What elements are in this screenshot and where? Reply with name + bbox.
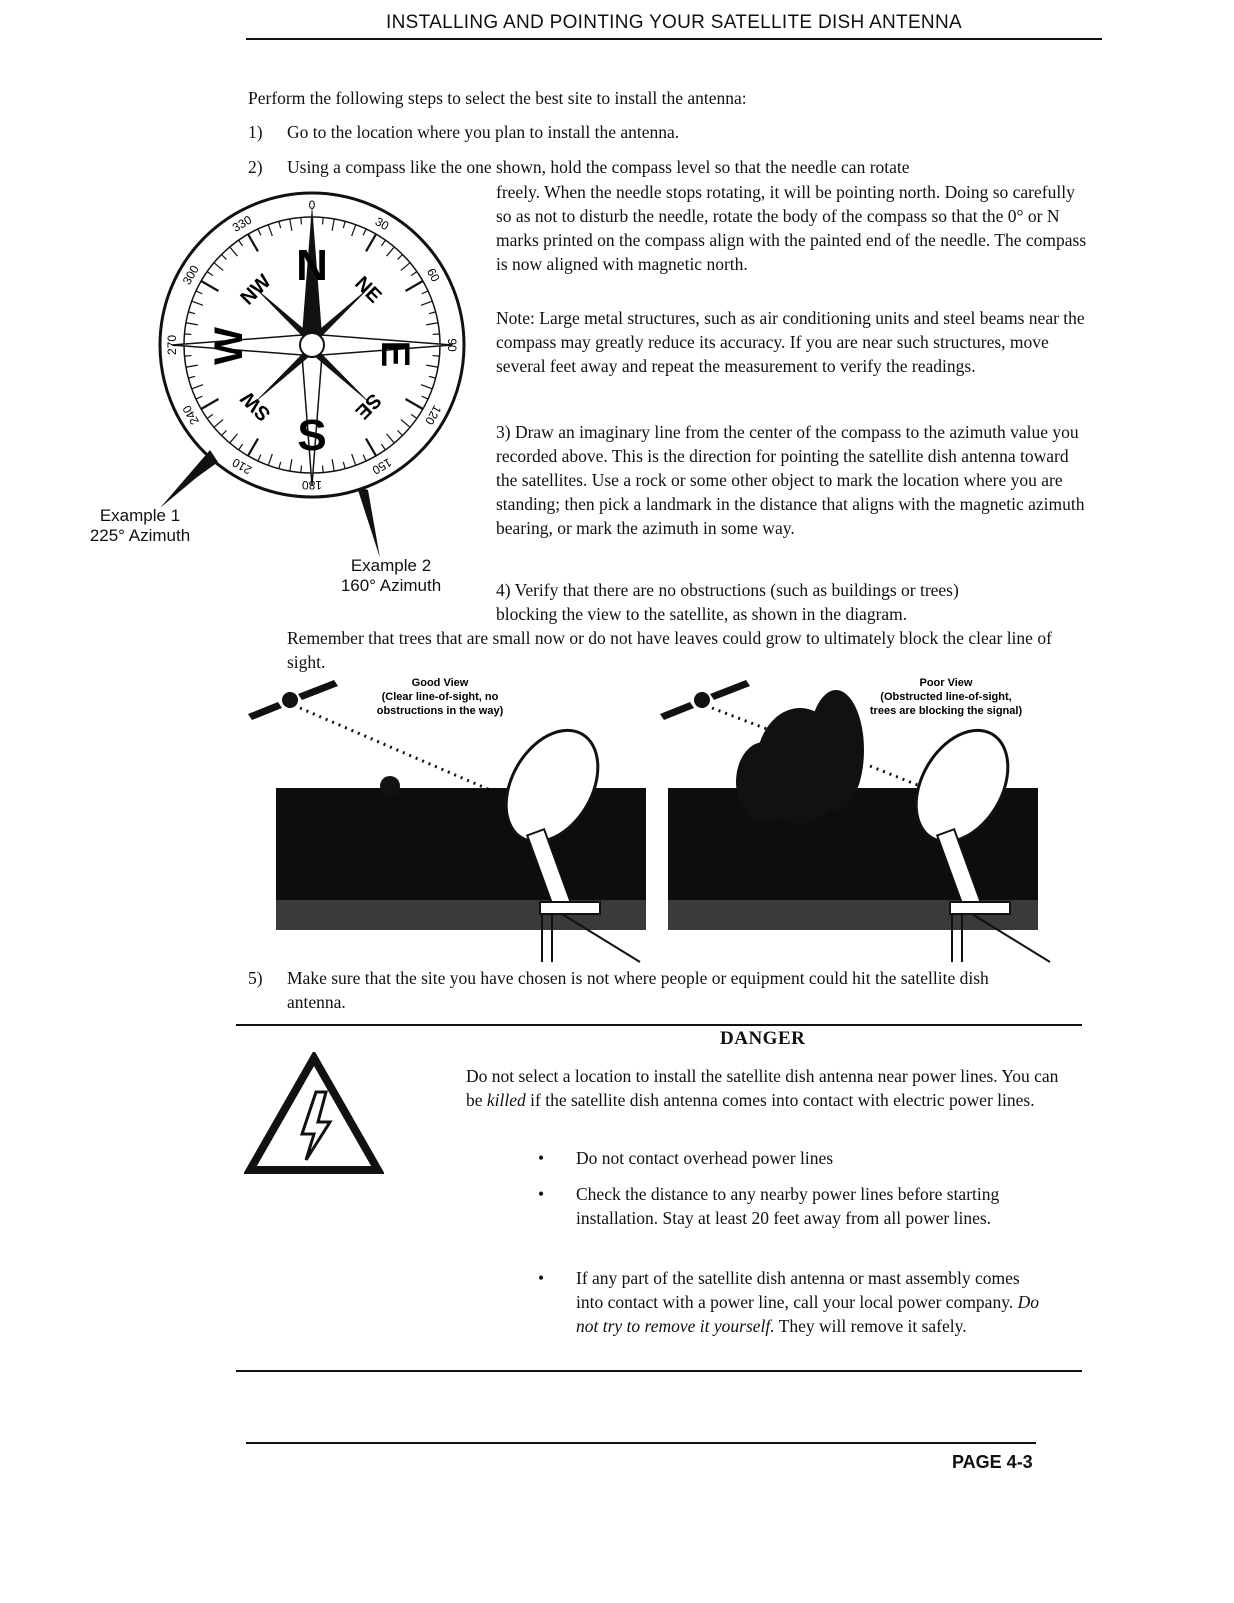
compass-tick: [343, 221, 345, 228]
compass-tick: [230, 434, 238, 443]
electrical-hazard-icon: [244, 1052, 384, 1176]
compass-tick: [230, 247, 238, 256]
compass-tick: [398, 254, 403, 259]
compass-tick: [188, 312, 195, 314]
compass-letter-e: E: [373, 340, 417, 368]
page-header-title: INSTALLING AND POINTING YOUR SATELLITE DISH ANTENNA: [386, 12, 962, 33]
compass-tick: [239, 240, 243, 246]
compass-tick: [184, 334, 191, 335]
compass-tick: [214, 420, 223, 428]
compass-tick: [188, 376, 195, 378]
step-1-number: 1): [248, 122, 263, 142]
example-2-label: [326, 556, 456, 596]
compass-tick: [192, 385, 203, 389]
compass-tick: [207, 272, 213, 276]
compass-tick: [429, 376, 436, 378]
step-2-first-line: Using a compass like the one shown, hold the compass level so that the needle can rotate: [287, 157, 910, 177]
compass-tick: [433, 356, 440, 357]
compass-degree-label: 180: [301, 478, 323, 492]
compass-tick: [258, 229, 261, 235]
compass-degree-label: 30: [372, 214, 392, 234]
compass-tick: [323, 217, 324, 224]
compass-degree-label: 60: [423, 265, 443, 285]
satellite-icon-good: [248, 680, 338, 720]
compass-tick: [422, 291, 428, 294]
header-rule: [246, 38, 1102, 40]
compass-tick: [192, 301, 203, 305]
step-2-continued: freely. When the needle stops rotating, it will be pointing north. Doing so carefully so as not to disturb the needle, rotate the body of the compass so that the 0° or N marks printed on the compass align with the painted end of the needle. The compass is now aligned with magnetic north.: [496, 182, 1087, 274]
compass-tick: [401, 420, 410, 428]
footer-rule: [246, 1442, 1036, 1444]
satellite-icon-poor: [660, 680, 750, 720]
example-1-label: [80, 506, 200, 546]
poor-view-title: Poor View: [919, 677, 973, 689]
compass-tick: [279, 462, 281, 469]
compass-tick: [279, 221, 281, 228]
step-4-first: 4) Verify that there are no obstructions (such as buildings or trees): [496, 580, 959, 600]
compass-tick: [366, 234, 376, 251]
compass-letter-n: N: [296, 241, 328, 290]
compass-tick: [421, 301, 432, 305]
compass-tick: [268, 454, 272, 465]
danger-bullet-2: Check the distance to any nearby power lines before starting installation. Stay at least 20 feet away from all power lines.: [576, 1184, 1000, 1228]
compass-letter-w: W: [207, 327, 251, 365]
bullet-marker: •: [538, 1184, 545, 1204]
bullet-marker: •: [538, 1148, 545, 1168]
compass-label-nw: NW: [236, 270, 276, 310]
compass-degree-label: 120: [422, 402, 445, 428]
danger-bullet-3-pre: If any part of the satellite dish antenna or mast assembly comes into contact with a power line, call your local power company.: [576, 1268, 1020, 1312]
compass-tick: [268, 225, 272, 236]
compass-label-ne: NE: [350, 272, 386, 308]
compass-tick: [196, 396, 202, 399]
compass-tick: [323, 466, 324, 473]
compass-tick: [201, 281, 218, 291]
example-2-title: Example 2: [350, 556, 432, 575]
danger-body-pre: Do not select a location to install the satellite dish antenna near power lines. You can be: [466, 1066, 1059, 1110]
compass-tick: [184, 356, 191, 357]
small-tree-good: [380, 776, 400, 796]
compass-tick: [214, 263, 223, 271]
example-1-value: 225° Azimuth: [89, 526, 191, 545]
compass-degree-label: 150: [369, 455, 395, 478]
poor-view-panel: [660, 677, 1050, 962]
step-2-number: 2): [248, 157, 263, 177]
compass-tick: [248, 234, 258, 251]
danger-bullet-3-post: They will remove it safely.: [774, 1316, 967, 1336]
compass-degree-label: 210: [229, 455, 255, 478]
good-view-line1: (Clear line-of-sight, no: [381, 691, 499, 703]
poor-view-line1: (Obstructed line-of-sight,: [880, 691, 1012, 703]
compass-tick: [429, 312, 436, 314]
danger-body: [466, 1064, 1066, 1112]
compass-tick: [398, 431, 403, 436]
example-2-value: 160° Azimuth: [340, 576, 442, 595]
intro-text: Perform the following steps to select the best site to install the antenna:: [248, 88, 747, 108]
compass-degree-label: 300: [179, 262, 202, 288]
step-3-text: 3) Draw an imaginary line from the center of the compass to the azimuth value you recorded above. This is the direction for pointing the satellite dish antenna toward the satellites. Use a rock or some other object to mark the location where you are standing; then pick a landmark in the distance that aligns with the magnetic azimuth bearing, or mark the azimuth in some way.: [496, 422, 1085, 538]
step-4-second: blocking the view to the satellite, as shown in the diagram.: [496, 604, 908, 624]
compass-tick: [239, 444, 243, 450]
compass-tick: [201, 399, 218, 409]
danger-bottom-rule: [236, 1370, 1082, 1372]
danger-body-post: if the satellite dish antenna comes into contact with electric power lines.: [525, 1090, 1035, 1110]
compass-tick: [366, 439, 376, 456]
compass-degree-label: 330: [229, 212, 255, 235]
compass-tick: [207, 414, 213, 418]
example-2-arrow: [358, 488, 380, 558]
compass-tick: [290, 459, 292, 471]
compass-tick: [381, 240, 385, 246]
compass-tick: [196, 291, 202, 294]
compass-tick: [258, 455, 261, 461]
compass-tick: [332, 219, 334, 231]
signal-line-poor: [870, 766, 920, 786]
compass-tick: [301, 217, 302, 224]
compass-tick: [343, 462, 345, 469]
compass-tick: [332, 459, 334, 471]
step-4-remember: Remember that trees that are small now or do not have leaves could grow to ultimately block the clear line of sight.: [287, 628, 1052, 672]
compass-note: Note: Large metal structures, such as air conditioning units and steel beams near the compass may greatly reduce its accuracy. If you are near such structures, move several feet away and repeat the measurement to verify the readings.: [496, 308, 1085, 376]
step-1-text: Go to the location where you plan to install the antenna.: [287, 122, 680, 142]
compass-tick: [301, 466, 302, 473]
compass-tick: [401, 263, 410, 271]
compass-tick: [426, 323, 438, 325]
compass-tick: [352, 225, 356, 236]
compass-tick: [352, 454, 356, 465]
compass-letter-s: S: [297, 411, 327, 460]
trees-obstruction: [736, 690, 864, 824]
compass-tick: [421, 385, 432, 389]
compass-tick: [426, 365, 438, 367]
good-view-line2: obstructions in the way): [376, 705, 504, 717]
example-1-title: Example 1: [99, 506, 181, 525]
compass-degree-label: 240: [179, 402, 202, 428]
bullet-marker: •: [538, 1268, 545, 1288]
compass-tick: [186, 323, 198, 325]
compass-tick: [290, 219, 292, 231]
danger-top-rule: [236, 1024, 1082, 1026]
compass-tick: [221, 254, 226, 259]
compass-tick: [186, 365, 198, 367]
compass-tick: [221, 431, 226, 436]
danger-body-emphasis: killed: [486, 1090, 526, 1110]
page-number: PAGE 4-3: [952, 1452, 1033, 1472]
step-5-text: Make sure that the site you have chosen is not where people or equipment could hit the satellite dish antenna.: [287, 968, 989, 1012]
compass-tick: [411, 414, 417, 418]
compass-tick: [406, 399, 423, 409]
compass-tick: [248, 439, 258, 456]
compass-tick: [387, 434, 395, 443]
line-of-sight-diagram: [240, 670, 1080, 970]
compass-tick: [381, 444, 385, 450]
danger-title: DANGER: [720, 1028, 806, 1049]
danger-bullet-3-emphasis: Do not try to remove it yourself.: [576, 1292, 1039, 1336]
poor-view-line2: trees are blocking the signal): [869, 705, 1023, 717]
good-view-title: Good View: [411, 677, 469, 689]
compass-tick: [433, 334, 440, 335]
compass-label-se: SE: [350, 388, 386, 424]
compass-tick: [406, 281, 423, 291]
step-5-number: 5): [248, 968, 263, 988]
compass-tick: [363, 455, 366, 461]
compass-tick: [363, 229, 366, 235]
example-1-arrow: [160, 450, 218, 508]
compass-degree-label: 270: [165, 334, 179, 356]
danger-bullet-1: Do not contact overhead power lines: [576, 1148, 834, 1168]
compass-degree-label: 90: [445, 338, 459, 352]
good-view-panel: [248, 677, 646, 962]
compass-degree-label: 0: [308, 198, 316, 212]
danger-bullet-3: [576, 1266, 1046, 1338]
compass-tick: [411, 272, 417, 276]
compass-label-sw: SW: [236, 386, 276, 426]
compass-tick: [387, 247, 395, 256]
compass-tick: [422, 396, 428, 399]
